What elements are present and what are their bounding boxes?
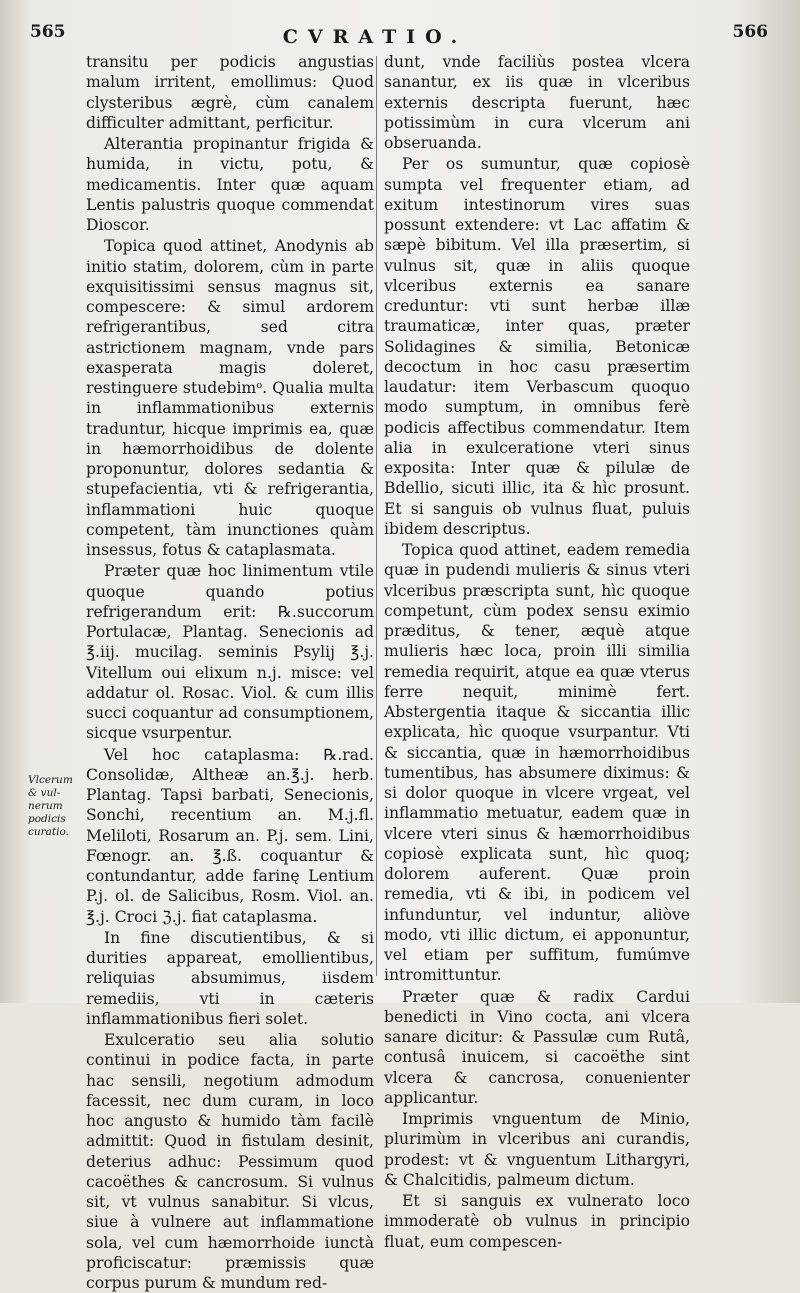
- paragraph: transitu per podicis angustias malum irritent, emollimus: Quod clysteribus ægrè, cùm canalem difficulter admittant, perficitur.: [86, 53, 374, 132]
- page-number-left: 565: [30, 22, 66, 42]
- paragraph: Topica quod attinet, Anodynis ab initio statim, dolorem, cùm in parte exquisitissimi sensus magnus sit, compescere: & simul ardorem refrigerantibus, sed citra astrictionem magnam, vnde pars exasperata magis doleret, restinguere studebimᵒ. Qualia multa in inflammationibus externis traduntur, hicque imprimis ea, quæ in hæmorrhoidibus de dolente proponuntur, dolores sedantia & stupefacientia, vti & refrigerantia, inflammationi huic quoque competent, tàm inunctiones quàm insessus, fotus & cataplasmata.: [86, 237, 374, 559]
- margin-note-line: nerum: [28, 800, 63, 812]
- margin-note-line: & vul-: [28, 787, 61, 799]
- paragraph: Alterantia propinantur frigida & humida, in victu, potu, & medicamentis. Inter quæ aquam Lentis palustris quoque commendat Dioscor.: [86, 135, 374, 234]
- paragraph: Et si sanguis ex vulnerato loco immoderatè ob vulnus in principio fluat, eum compescen-: [384, 1192, 690, 1251]
- paragraph: Exulceratio seu alia solutio continui in podice facta, in parte hac sensili, negotium admodum facessit, nec dum curam, in loco hoc angusto & humido tàm facilè admittit: Quod in fistulam desinit, deterius adhuc: Pessimum quod cacoëthes & cancrosum. Si vulnus sit, vt vulnus sanabitur. Si vlcus, siue à vulnere aut inflammatione sola, vel cum hæmorrhoide iunctà proficiscatur: præmissis quæ corpus purum & mundum red-: [86, 1031, 374, 1292]
- running-title: CVRATIO.: [282, 26, 468, 48]
- right-column: [384, 52, 690, 1252]
- margin-note-line: podicis: [28, 813, 66, 825]
- margin-note-line: Vlcerum: [28, 774, 73, 786]
- paragraph: Per os sumuntur, quæ copiosè sumpta vel frequenter etiam, ad exitum intestinorum vires suas possunt extendere: vt Lac affatim & sæpè bibitum. Vel illa præsertim, si vulnus sit, quæ in aliis quoque vlceribus externis ea sanare creduntur: vti sunt herbæ illæ traumaticæ, inter quas, præter Solidagines & similia, Betonicæ decoctum in hoc casu præsertim laudatur: item Verbascum quoquo modo sumptum, in omnibus ferè podicis affectibus commendatur. Item alia in exulceratione vteri sinus exposita: Inter quæ & pilulæ de Bdellio, sicuti illic, ita & hìc prosunt. Et si sanguis ob vulnus fluat, puluis ibidem descriptus.: [384, 155, 690, 538]
- page-number-right: 566: [732, 22, 768, 42]
- paragraph: dunt, vnde faciliùs postea vlcera sanantur, ex iis quæ in vlceribus externis descripta fuerunt, hæc potissimùm in cura vlcerum ani obseruanda.: [384, 53, 690, 152]
- paragraph: Imprimis vnguentum de Minio, plurimùm in vlceribus ani curandis, prodest: vt & vnguentum Lithargyri, & Chalcitidis, palmeum dictum.: [384, 1110, 690, 1189]
- paragraph: Topica quod attinet, eadem remedia quæ in pudendi mulieris & sinus vteri vlceribus præscripta sunt, hìc quoque competunt, cùm podex sensu eximio præditus, & tener, æquè atque mulieris hæc loca, proin illi similia remedia requirit, atque ea quæ vterus ferre nequit, minimè fert. Abstergentia itaque & siccantia illic explicata, hìc quoque vsurpantur. Vti & siccantia, quæ in hæmorrhoidibus tumentibus, has absumere diximus: & si dolor quoque in vlcere vrgeat, vel inflammatio metuatur, eadem quæ in vlcere vteri sinus & hæmorrhoidibus copiosè explicata sunt, hìc quoq; dolorem auferent. Quæ proin remedia, vti & ibi, in podicem vel infunduntur, vel induntur, aliòve modo, vti illic dictum, ei apponuntur, vel etiam per suffitum, fumúmve intromittuntur.: [384, 541, 690, 985]
- left-column: [86, 52, 374, 1293]
- margin-note: [28, 774, 84, 839]
- margin-note-line: curatio.: [28, 826, 69, 838]
- column-divider: [376, 56, 377, 976]
- paragraph: In fine discutientibus, & si durities appareat, emollientibus, reliquias absumimus, iisdem remediis, vti in cæteris inflammationibus fieri solet.: [86, 928, 374, 1028]
- paragraph: Præter quæ hoc linimentum vtile quoque quando potius refrigerandum erit: ℞.succorum Portulacæ, Plantag. Senecionis ad ℥.iij. mucilag. seminis Psylij ℥.j. Vitellum oui elixum n.j. misce: vel addatur ol. Rosac. Viol. & cum illis succi coquantur ad consumptionem, sicque vsurpentur.: [86, 562, 374, 743]
- paragraph: Præter quæ & radix Cardui benedicti in Vino cocta, ani vlcera sanare dicitur: & Passulæ cum Rutâ, contusâ inuicem, si cacoëthe sint vlcera & cancrosa, conuenienter applicantur.: [384, 987, 690, 1107]
- paragraph: Vel hoc cataplasma: ℞.rad. Consolidæ, Altheæ an.℥.j. herb. Plantag. Tapsi barbati, Senecionis, Sonchi, recentium an. M.j.fl. Meliloti, Rosarum an. P.j. sem. Lini, Fœnogr. an. ℥.ß. coquantur & contundantur, adde farinę Lentium P.j. ol. de Salicibus, Rosm. Viol. an. ℥.j. Croci ℨ.j. fiat cataplasma.: [86, 745, 374, 926]
